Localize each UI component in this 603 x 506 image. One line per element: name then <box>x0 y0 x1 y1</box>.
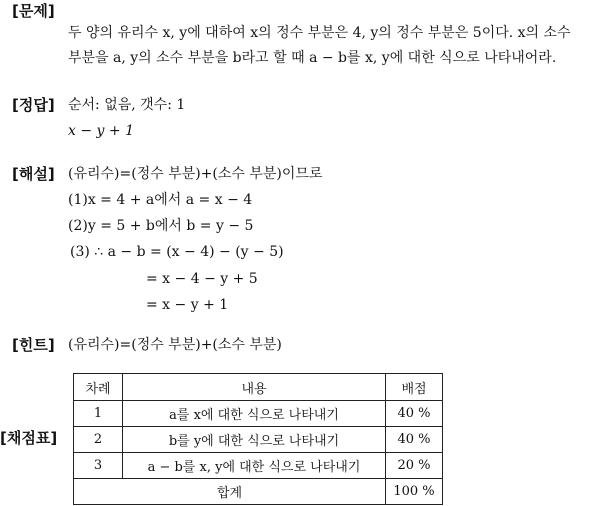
rubric-cell-order: 2 <box>74 427 123 453</box>
table-row <box>74 453 443 479</box>
rubric-tag: [채점표] <box>0 429 58 447</box>
rubric-cell-order: 3 <box>74 453 123 479</box>
rubric-cell-order: 1 <box>74 401 123 427</box>
rubric-total-value: 100 % <box>386 479 443 505</box>
rubric-cell-content: a를 x에 대한 식으로 나타내기 <box>123 401 386 427</box>
problem-line-1: 두 양의 유리수 x, y에 대하여 x의 정수 부분은 4, y의 정수 부분은 5이다. x의 소수 <box>68 25 571 41</box>
solution-line-5: = x − 4 − y + 5 <box>146 271 258 287</box>
solution-line-2: (1)x = 4 + a에서 a = x − 4 <box>68 192 253 208</box>
rubric-total-label: 합계 <box>74 479 386 505</box>
answer-meta: 순서: 없음, 갯수: 1 <box>68 97 186 113</box>
solution-line-4: (3) ∴ a − b = (x − 4) − (y − 5) <box>70 244 284 260</box>
rubric-total-row <box>74 479 443 505</box>
rubric-header-row <box>74 374 443 401</box>
rubric-table <box>73 373 443 505</box>
rubric-cell-points: 20 % <box>386 453 443 479</box>
answer-value: x − y + 1 <box>68 123 134 139</box>
rubric-cell-points: 40 % <box>386 427 443 453</box>
solution-tag: [해설] <box>12 165 55 183</box>
rubric-cell-content: b를 y에 대한 식으로 나타내기 <box>123 427 386 453</box>
hint-text: (유리수)=(정수 부분)+(소수 부분) <box>68 337 282 353</box>
problem-line-2: 부분을 a, y의 소수 부분을 b라고 할 때 a − b를 x, y에 대한 식으로 나타내어라. <box>68 50 557 66</box>
table-row <box>74 401 443 427</box>
answer-tag: [정답] <box>12 96 55 114</box>
solution-line-1: (유리수)=(정수 부분)+(소수 부분)이므로 <box>68 166 323 182</box>
hint-tag: [힌트] <box>12 336 55 354</box>
rubric-header-points: 배점 <box>386 374 443 401</box>
solution-line-6: = x − y + 1 <box>146 297 229 313</box>
solution-line-3: (2)y = 5 + b에서 b = y − 5 <box>68 218 254 234</box>
table-row <box>74 427 443 453</box>
rubric-cell-content: a − b를 x, y에 대한 식으로 나타내기 <box>123 453 386 479</box>
rubric-cell-points: 40 % <box>386 401 443 427</box>
problem-tag: [문제] <box>12 2 55 20</box>
rubric-header-content: 내용 <box>123 374 386 401</box>
rubric-header-order: 차례 <box>74 374 123 401</box>
